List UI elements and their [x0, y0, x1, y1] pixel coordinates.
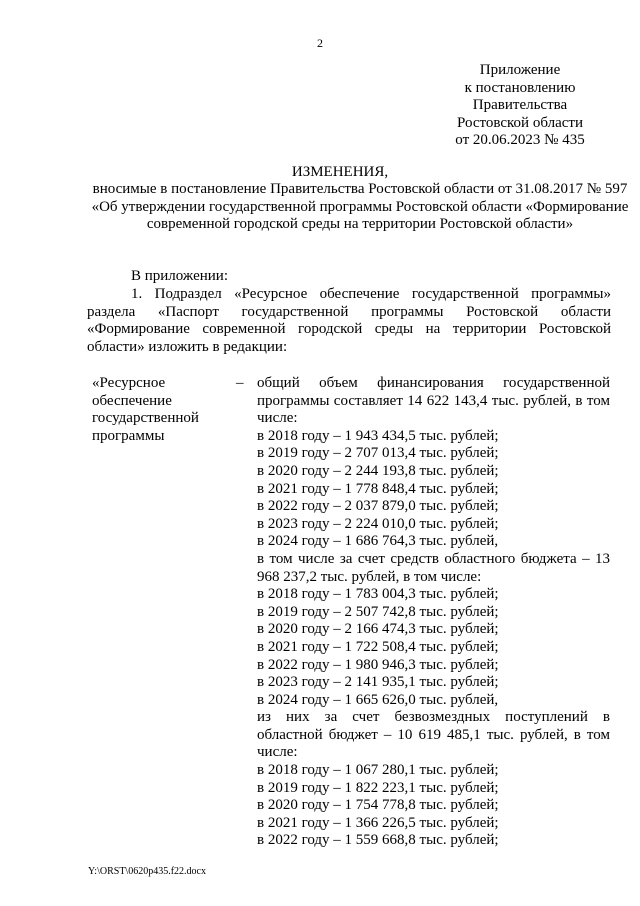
year-amount-line: в 2018 году – 1 783 004,3 тыс. рублей; [257, 586, 499, 603]
appendix-line: Ростовской области [457, 114, 583, 131]
table-left-label: «Ресурсное обеспечение государственной программы [92, 375, 199, 444]
appendix-line: Правительства [472, 97, 568, 113]
regional-budget-text: в том числе за счет средств областного бюджета – 13 968 237,2 тыс. рублей, в том числе: [257, 550, 610, 585]
table-dash: – [236, 375, 244, 391]
grants-text: из них за счет безвозмездных поступлений в областной бюджет – 10 619 485,1 тыс. рублей, в том числе: [257, 709, 610, 761]
year-amount-line: в 2024 году – 1 665 626,0 тыс. рублей, [257, 691, 499, 708]
year-amount-line: в 2024 году – 1 686 764,3 тыс. рублей, [257, 533, 499, 550]
document-title: ИЗМЕНЕНИЯ, [291, 164, 389, 180]
year-amount-line: в 2019 году – 2 707 013,4 тыс. рублей; [257, 445, 499, 462]
year-amount-line: в 2021 году – 1 778 848,4 тыс. рублей; [257, 480, 499, 497]
year-amount-line: в 2022 году – 2 037 879,0 тыс. рублей; [257, 498, 499, 515]
year-amount-line: в 2022 году – 1 559 668,8 тыс. рублей; [257, 832, 499, 849]
grants-years-list [257, 762, 610, 850]
appendix-line: от 20.06.2023 № 435 [455, 132, 585, 148]
year-amount-line: в 2023 году – 2 141 935,1 тыс. рублей; [257, 674, 499, 691]
document-subtitle: вносимые в постановление Правительства Ростовской области от 31.08.2017 № 597 «Об утверждении государственной программы Ростовской области «Формирование современной городской среды на территории Ростовской области» [91, 181, 629, 233]
total-financing-text: общий объем финансирования государственной программы составляет 14 622 143,4 тыс. рублей, в том числе: [257, 375, 610, 427]
item-1-paragraph: 1. Подраздел «Ресурсное обеспечение государственной программы» раздела «Паспорт государственной программы Ростовской области «Формирование современной городской среды на территории Ростовской области» изложить в редакции: [87, 286, 611, 355]
year-amount-line: в 2021 году – 1 366 226,5 тыс. рублей; [257, 814, 499, 831]
year-amount-line: в 2021 году – 1 722 508,4 тыс. рублей; [257, 638, 499, 655]
page-number: 2 [317, 36, 323, 50]
year-amount-line: в 2023 году – 2 224 010,0 тыс. рублей; [257, 515, 499, 532]
appendix-line: к постановлению [464, 79, 576, 96]
intro-paragraph: В приложении: [131, 268, 228, 284]
year-amount-line: в 2018 году – 1 943 434,5 тыс. рублей; [257, 427, 499, 444]
appendix-line: Приложение [479, 62, 561, 78]
year-amount-line: в 2020 году – 1 754 778,8 тыс. рублей; [257, 797, 499, 814]
total-years-list [257, 428, 610, 551]
regional-years-list [257, 586, 610, 709]
year-amount-line: в 2020 году – 2 166 474,3 тыс. рублей; [257, 621, 499, 638]
year-amount-line: в 2022 году – 1 980 946,3 тыс. рублей; [257, 656, 499, 673]
file-path-footer: Y:\ORST\0620p435.f22.docx [88, 866, 206, 877]
year-amount-line: в 2020 году – 2 244 193,8 тыс. рублей; [257, 462, 499, 479]
year-amount-line: в 2019 году – 2 507 742,8 тыс. рублей; [257, 603, 499, 620]
appendix-block [440, 62, 600, 150]
year-amount-line: в 2018 году – 1 067 280,1 тыс. рублей; [257, 762, 499, 779]
table-right-column [257, 375, 610, 850]
year-amount-line: в 2019 году – 1 822 223,1 тыс. рублей; [257, 779, 499, 796]
